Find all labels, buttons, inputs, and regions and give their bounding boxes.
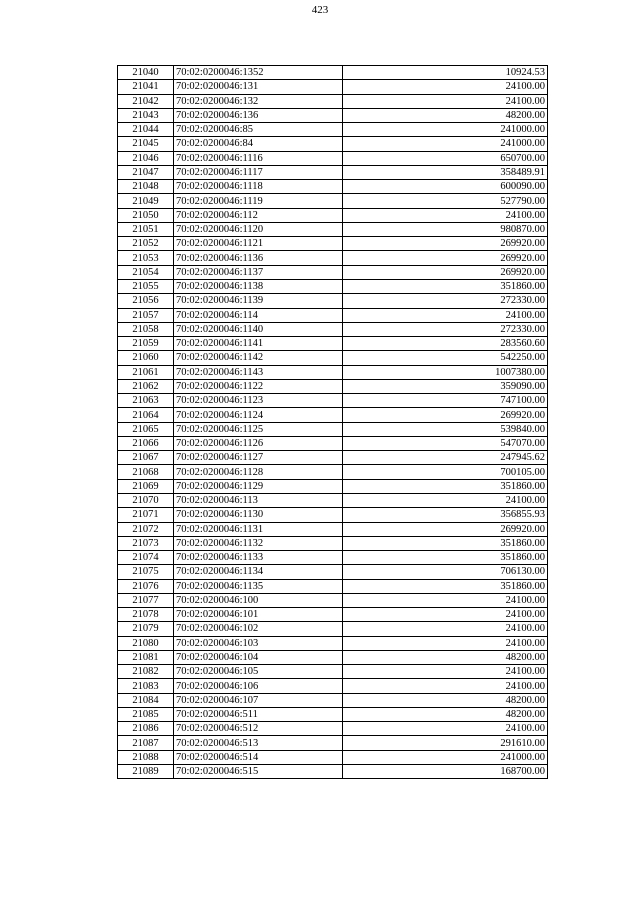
cadastral-number-cell: 70:02:0200046:1140 (174, 322, 343, 336)
cadastral-number-cell: 70:02:0200046:511 (174, 707, 343, 721)
row-number-cell: 21074 (118, 551, 174, 565)
row-number-cell: 21050 (118, 208, 174, 222)
cadastral-value-cell: 351860.00 (343, 536, 548, 550)
cadastral-number-cell: 70:02:0200046:1135 (174, 579, 343, 593)
table-row (118, 451, 548, 465)
table-row (118, 622, 548, 636)
cadastral-number-cell: 70:02:0200046:1133 (174, 551, 343, 565)
table-row (118, 551, 548, 565)
cadastral-value-cell: 48200.00 (343, 108, 548, 122)
row-number-cell: 21059 (118, 337, 174, 351)
cadastral-number-cell: 70:02:0200046:1118 (174, 180, 343, 194)
row-number-cell: 21072 (118, 522, 174, 536)
cadastral-value-cell: 241000.00 (343, 750, 548, 764)
table-row (118, 736, 548, 750)
table-row (118, 750, 548, 764)
table-row (118, 679, 548, 693)
row-number-cell: 21051 (118, 222, 174, 236)
table-row (118, 208, 548, 222)
table-row (118, 322, 548, 336)
cadastral-number-cell: 70:02:0200046:1117 (174, 165, 343, 179)
cadastral-value-cell: 247945.62 (343, 451, 548, 465)
cadastral-value-cell: 269920.00 (343, 265, 548, 279)
row-number-cell: 21067 (118, 451, 174, 465)
table-row (118, 408, 548, 422)
cadastral-value-cell: 358489.91 (343, 165, 548, 179)
row-number-cell: 21062 (118, 379, 174, 393)
cadastral-number-cell: 70:02:0200046:100 (174, 593, 343, 607)
row-number-cell: 21073 (118, 536, 174, 550)
cadastral-value-cell: 291610.00 (343, 736, 548, 750)
table-row (118, 222, 548, 236)
row-number-cell: 21070 (118, 493, 174, 507)
row-number-cell: 21086 (118, 722, 174, 736)
cadastral-value-cell: 24100.00 (343, 593, 548, 607)
table-row (118, 522, 548, 536)
row-number-cell: 21084 (118, 693, 174, 707)
cadastral-value-cell: 272330.00 (343, 294, 548, 308)
cadastral-value-cell: 547070.00 (343, 436, 548, 450)
table-row (118, 465, 548, 479)
cadastral-value-cell: 48200.00 (343, 693, 548, 707)
row-number-cell: 21082 (118, 665, 174, 679)
cadastral-number-cell: 70:02:0200046:514 (174, 750, 343, 764)
row-number-cell: 21063 (118, 394, 174, 408)
cadastral-number-cell: 70:02:0200046:1141 (174, 337, 343, 351)
cadastral-value-cell: 24100.00 (343, 94, 548, 108)
cadastral-value-cell: 241000.00 (343, 137, 548, 151)
cadastral-number-cell: 70:02:0200046:101 (174, 608, 343, 622)
row-number-cell: 21056 (118, 294, 174, 308)
cadastral-number-cell: 70:02:0200046:1139 (174, 294, 343, 308)
table-row (118, 123, 548, 137)
cadastral-number-cell: 70:02:0200046:103 (174, 636, 343, 650)
cadastral-number-cell: 70:02:0200046:84 (174, 137, 343, 151)
cadastral-value-cell: 1007380.00 (343, 365, 548, 379)
row-number-cell: 21053 (118, 251, 174, 265)
cadastral-number-cell: 70:02:0200046:1116 (174, 151, 343, 165)
cadastral-value-cell: 24100.00 (343, 308, 548, 322)
cadastral-number-cell: 70:02:0200046:512 (174, 722, 343, 736)
table-row (118, 308, 548, 322)
table-row (118, 137, 548, 151)
row-number-cell: 21085 (118, 707, 174, 721)
cadastral-value-cell: 539840.00 (343, 422, 548, 436)
cadastral-number-cell: 70:02:0200046:1126 (174, 436, 343, 450)
page-number: 423 (311, 4, 329, 16)
cadastral-number-cell: 70:02:0200046:107 (174, 693, 343, 707)
table-row (118, 194, 548, 208)
cadastral-value-cell: 272330.00 (343, 322, 548, 336)
row-number-cell: 21047 (118, 165, 174, 179)
cadastral-value-cell: 269920.00 (343, 251, 548, 265)
cadastral-value-cell: 48200.00 (343, 707, 548, 721)
table-row (118, 94, 548, 108)
table-row (118, 636, 548, 650)
table-row (118, 565, 548, 579)
table-row (118, 180, 548, 194)
cadastral-number-cell: 70:02:0200046:113 (174, 493, 343, 507)
table-row (118, 365, 548, 379)
row-number-cell: 21080 (118, 636, 174, 650)
cadastral-value-cell: 700105.00 (343, 465, 548, 479)
cadastral-number-cell: 70:02:0200046:104 (174, 650, 343, 664)
cadastral-value-cell: 706130.00 (343, 565, 548, 579)
table-row (118, 707, 548, 721)
cadastral-value-cell: 351860.00 (343, 279, 548, 293)
cadastral-number-cell: 70:02:0200046:1120 (174, 222, 343, 236)
table-row (118, 394, 548, 408)
table-row (118, 337, 548, 351)
cadastral-number-cell: 70:02:0200046:1136 (174, 251, 343, 265)
table-row (118, 66, 548, 80)
table-row (118, 422, 548, 436)
cadastral-number-cell: 70:02:0200046:132 (174, 94, 343, 108)
row-number-cell: 21081 (118, 650, 174, 664)
cadastral-number-cell: 70:02:0200046:85 (174, 123, 343, 137)
cadastral-value-cell: 980870.00 (343, 222, 548, 236)
table-row (118, 265, 548, 279)
cadastral-value-cell: 48200.00 (343, 650, 548, 664)
cadastral-number-cell: 70:02:0200046:1127 (174, 451, 343, 465)
row-number-cell: 21077 (118, 593, 174, 607)
cadastral-number-cell: 70:02:0200046:112 (174, 208, 343, 222)
cadastral-value-cell: 269920.00 (343, 522, 548, 536)
cadastral-value-cell: 356855.93 (343, 508, 548, 522)
cadastral-value-cell: 351860.00 (343, 479, 548, 493)
cadastral-value-cell: 650700.00 (343, 151, 548, 165)
table-row (118, 351, 548, 365)
cadastral-number-cell: 70:02:0200046:1138 (174, 279, 343, 293)
row-number-cell: 21049 (118, 194, 174, 208)
cadastral-number-cell: 70:02:0200046:1130 (174, 508, 343, 522)
cadastral-value-cell: 24100.00 (343, 636, 548, 650)
cadastral-number-cell: 70:02:0200046:136 (174, 108, 343, 122)
row-number-cell: 21046 (118, 151, 174, 165)
cadastral-number-cell: 70:02:0200046:1137 (174, 265, 343, 279)
cadastral-number-cell: 70:02:0200046:102 (174, 622, 343, 636)
cadastral-value-cell: 527790.00 (343, 194, 548, 208)
table-row (118, 165, 548, 179)
cadastral-number-cell: 70:02:0200046:1143 (174, 365, 343, 379)
cadastral-number-cell: 70:02:0200046:1134 (174, 565, 343, 579)
table-row (118, 379, 548, 393)
cadastral-value-cell: 600090.00 (343, 180, 548, 194)
cadastral-value-cell: 269920.00 (343, 408, 548, 422)
cadastral-value-cell: 168700.00 (343, 765, 548, 779)
cadastral-value-table (117, 65, 548, 779)
row-number-cell: 21054 (118, 265, 174, 279)
table-row (118, 279, 548, 293)
cadastral-value-cell: 351860.00 (343, 579, 548, 593)
table-row (118, 436, 548, 450)
row-number-cell: 21048 (118, 180, 174, 194)
row-number-cell: 21087 (118, 736, 174, 750)
row-number-cell: 21044 (118, 123, 174, 137)
row-number-cell: 21089 (118, 765, 174, 779)
row-number-cell: 21065 (118, 422, 174, 436)
cadastral-value-cell: 24100.00 (343, 722, 548, 736)
cadastral-number-cell: 70:02:0200046:1142 (174, 351, 343, 365)
row-number-cell: 21068 (118, 465, 174, 479)
cadastral-number-cell: 70:02:0200046:515 (174, 765, 343, 779)
cadastral-number-cell: 70:02:0200046:131 (174, 80, 343, 94)
cadastral-value-cell: 24100.00 (343, 208, 548, 222)
row-number-cell: 21043 (118, 108, 174, 122)
cadastral-value-cell: 283560.60 (343, 337, 548, 351)
table-row (118, 151, 548, 165)
row-number-cell: 21079 (118, 622, 174, 636)
table-row (118, 237, 548, 251)
row-number-cell: 21088 (118, 750, 174, 764)
table-row (118, 579, 548, 593)
table-row (118, 665, 548, 679)
table-row (118, 722, 548, 736)
row-number-cell: 21040 (118, 66, 174, 80)
row-number-cell: 21041 (118, 80, 174, 94)
row-number-cell: 21045 (118, 137, 174, 151)
row-number-cell: 21057 (118, 308, 174, 322)
cadastral-number-cell: 70:02:0200046:1352 (174, 66, 343, 80)
table-row (118, 608, 548, 622)
row-number-cell: 21061 (118, 365, 174, 379)
cadastral-value-cell: 747100.00 (343, 394, 548, 408)
cadastral-value-cell: 24100.00 (343, 679, 548, 693)
cadastral-number-cell: 70:02:0200046:1129 (174, 479, 343, 493)
row-number-cell: 21055 (118, 279, 174, 293)
cadastral-number-cell: 70:02:0200046:1131 (174, 522, 343, 536)
table-row (118, 294, 548, 308)
row-number-cell: 21058 (118, 322, 174, 336)
table-row (118, 251, 548, 265)
cadastral-value-cell: 24100.00 (343, 493, 548, 507)
cadastral-value-cell: 359090.00 (343, 379, 548, 393)
cadastral-value-cell: 542250.00 (343, 351, 548, 365)
table-row (118, 108, 548, 122)
cadastral-number-cell: 70:02:0200046:1124 (174, 408, 343, 422)
cadastral-value-cell: 10924.53 (343, 66, 548, 80)
cadastral-value-cell: 24100.00 (343, 622, 548, 636)
cadastral-value-cell: 241000.00 (343, 123, 548, 137)
row-number-cell: 21076 (118, 579, 174, 593)
cadastral-value-cell: 351860.00 (343, 551, 548, 565)
row-number-cell: 21042 (118, 94, 174, 108)
table-row (118, 765, 548, 779)
cadastral-value-cell: 24100.00 (343, 80, 548, 94)
row-number-cell: 21066 (118, 436, 174, 450)
table-row (118, 593, 548, 607)
cadastral-value-cell: 269920.00 (343, 237, 548, 251)
cadastral-value-cell: 24100.00 (343, 608, 548, 622)
cadastral-number-cell: 70:02:0200046:513 (174, 736, 343, 750)
row-number-cell: 21075 (118, 565, 174, 579)
table-row (118, 650, 548, 664)
table-row (118, 493, 548, 507)
table-body (118, 66, 548, 779)
cadastral-number-cell: 70:02:0200046:1132 (174, 536, 343, 550)
cadastral-number-cell: 70:02:0200046:106 (174, 679, 343, 693)
cadastral-value-cell: 24100.00 (343, 665, 548, 679)
cadastral-number-cell: 70:02:0200046:1119 (174, 194, 343, 208)
cadastral-number-cell: 70:02:0200046:114 (174, 308, 343, 322)
row-number-cell: 21060 (118, 351, 174, 365)
row-number-cell: 21071 (118, 508, 174, 522)
row-number-cell: 21052 (118, 237, 174, 251)
cadastral-number-cell: 70:02:0200046:105 (174, 665, 343, 679)
row-number-cell: 21078 (118, 608, 174, 622)
table-row (118, 536, 548, 550)
row-number-cell: 21083 (118, 679, 174, 693)
cadastral-number-cell: 70:02:0200046:1123 (174, 394, 343, 408)
row-number-cell: 21064 (118, 408, 174, 422)
cadastral-number-cell: 70:02:0200046:1125 (174, 422, 343, 436)
cadastral-number-cell: 70:02:0200046:1122 (174, 379, 343, 393)
table-row (118, 80, 548, 94)
table-row (118, 693, 548, 707)
cadastral-number-cell: 70:02:0200046:1121 (174, 237, 343, 251)
table-row (118, 508, 548, 522)
cadastral-number-cell: 70:02:0200046:1128 (174, 465, 343, 479)
row-number-cell: 21069 (118, 479, 174, 493)
table-row (118, 479, 548, 493)
